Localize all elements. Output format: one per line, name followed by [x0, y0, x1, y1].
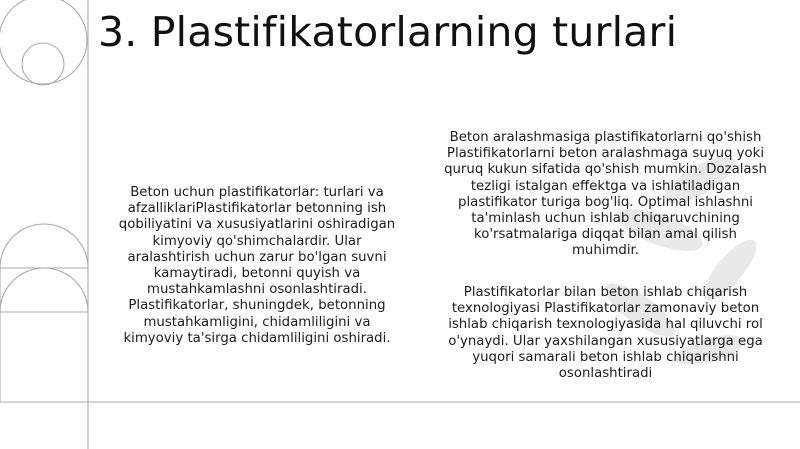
decor-circle-small — [22, 43, 64, 85]
right-text-block-2: Plastifikatorlar bilan beton ishlab chiqarish texnologiyasi Plastifikatorlar zamonaviy beton ishlab chiqarish texnologiyasida hal qiluvchi rol o'ynaydi. Ular yaxshilangan xususiyatlarga ega yuqori samarali beton ishlab chiqarishni osonlashtiradi — [448, 285, 763, 382]
left-text-block: Beton uchun plastifikatorlar: turlari va afzalliklariPlastifikatorlar betonning ish qobiliyatini va xususiyatlarini oshiradigan kimyoviy qo'shimchalardir. Ular aralashtirish uchun zarur bo'lgan suvni kamaytiradi, betonni quyish va mustahkamlashni osonlashtiradi. Plastifikatorlar, shuningdek, betonning mustahkamligini, chidamliligini va kimyoviy ta'sirga chidamliligini oshiradi. — [118, 185, 396, 346]
decor-arch-upper — [0, 224, 88, 268]
slide-title: 3. Plastifikatorlarning turlari — [98, 8, 678, 56]
decor-arch-lower — [0, 268, 88, 312]
right-text-block-1: Beton aralashmasiga plastifikatorlarni qo'shish Plastifikatorlarni beton aralashmaga suyuq yoki quruq kukun sifatida qo'shish mumkin. Dozalash tezligi istalgan effektga va ishlatiladigan plastifikator turiga bog'liq. Optimal ishlashni ta'minlash uchun ishlab chiqaruvchining ko'rsatmalariga diqqat bilan amal qilish muhimdir. — [444, 130, 767, 259]
decor-circle-large — [0, 0, 87, 84]
